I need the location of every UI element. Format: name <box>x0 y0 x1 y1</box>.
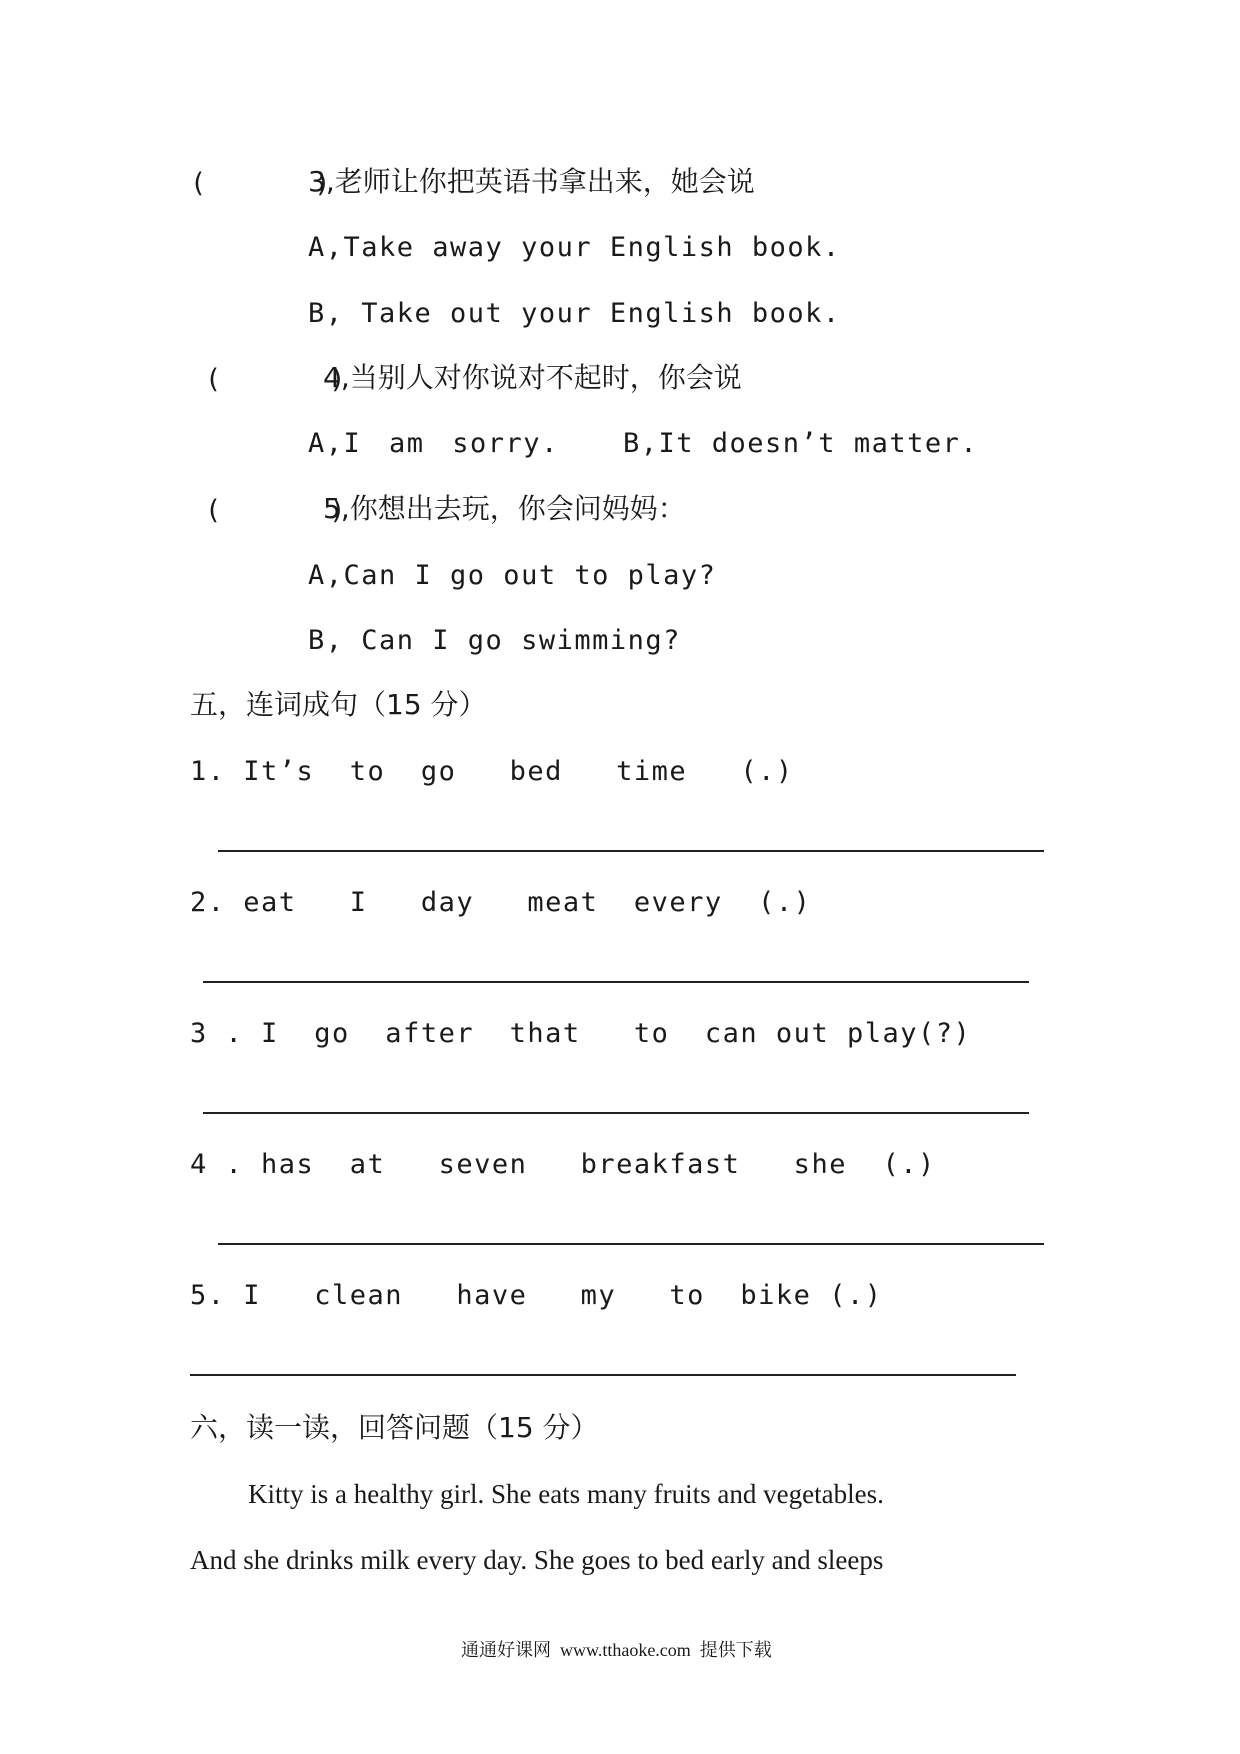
section5-item-4: 4 . has at seven breakfast she (.) <box>190 1149 936 1180</box>
q4-answer-paren: ( ) <box>205 364 348 395</box>
page-footer: 通通好课网 www.tthaoke.com 提供下载 <box>461 1640 772 1660</box>
q4-stem: 4,当别人对你说对不起时，你会说 <box>323 361 742 394</box>
q4-option-a: A,I am sorry. <box>308 428 559 459</box>
answer-line-4 <box>218 1243 1044 1245</box>
q5-option-a: A,Can I go out to play? <box>308 560 717 591</box>
section5-heading: 五，连词成句（15 分） <box>190 688 487 721</box>
q3-stem: 3,老师让你把英语书拿出来，她会说 <box>308 165 755 198</box>
reading-passage-line-2: And she drinks milk every day. She goes to bed early and sleeps <box>190 1545 884 1575</box>
answer-line-1 <box>218 850 1044 852</box>
reading-passage-line-1: Kitty is a healthy girl. She eats many fruits and vegetables. <box>248 1479 884 1509</box>
q4-option-b: B,It doesn’t matter. <box>623 428 979 459</box>
answer-line-2 <box>203 981 1029 983</box>
section6-heading: 六，读一读，回答问题（15 分） <box>190 1411 599 1444</box>
q5-stem: 5,你想出去玩，你会问妈妈： <box>323 492 686 525</box>
section5-item-3: 3 . I go after that to can out play(?) <box>190 1018 972 1049</box>
section5-item-2: 2. eat I day meat every (.) <box>190 887 812 918</box>
answer-line-3 <box>203 1112 1029 1114</box>
answer-line-5 <box>190 1374 1016 1376</box>
q5-answer-paren: ( ) <box>205 495 348 526</box>
q3-option-b: B, Take out your English book. <box>308 298 841 329</box>
q5-option-b: B, Can I go swimming? <box>308 625 681 656</box>
q3-option-a: A,Take away your English book. <box>308 232 841 263</box>
section5-item-1: 1. It’s to go bed time (.) <box>190 756 794 787</box>
section5-item-5: 5. I clean have my to bike (.) <box>190 1280 883 1311</box>
q3-answer-paren: ( ) <box>190 168 333 199</box>
